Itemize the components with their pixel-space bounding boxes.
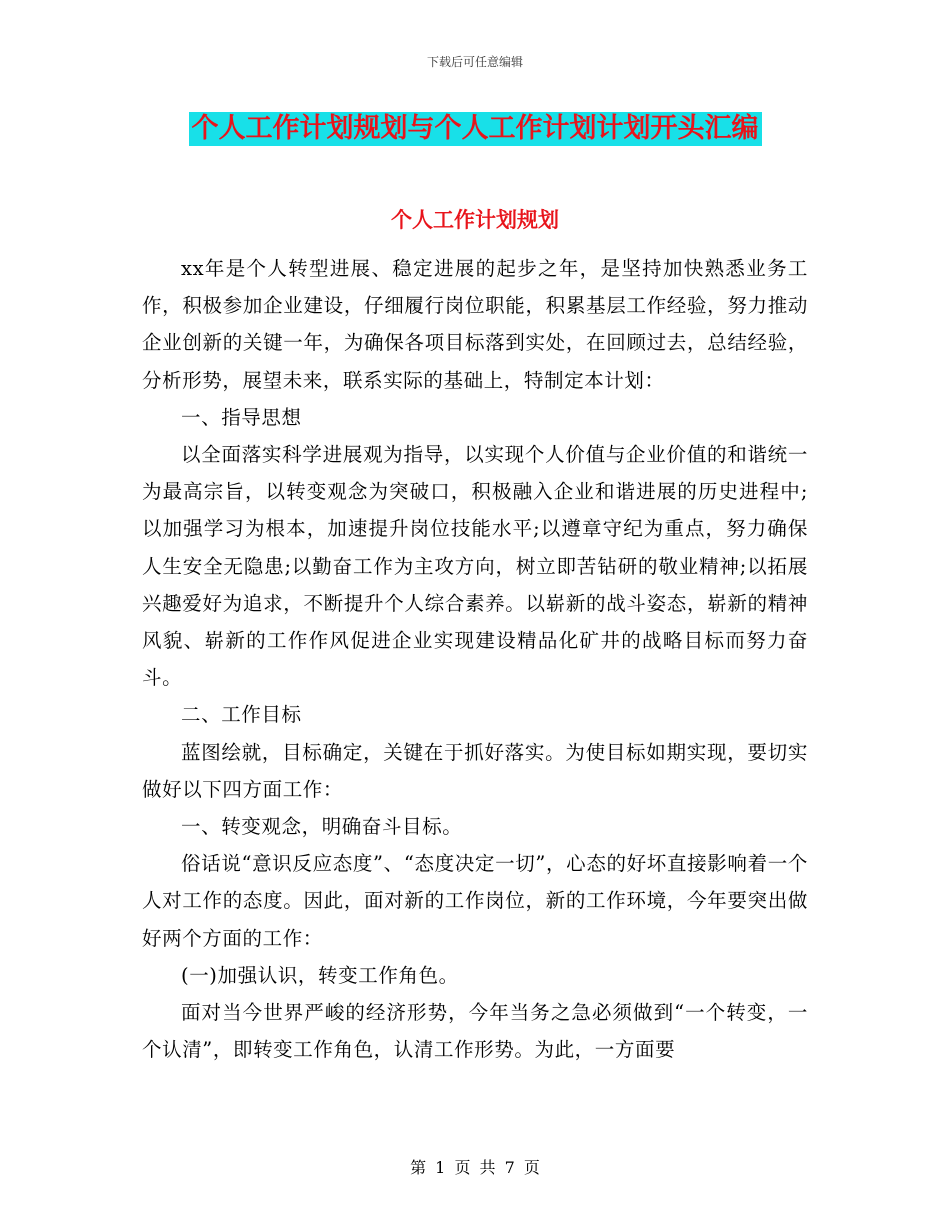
heading-change-mindset: 一、转变观念，明确奋斗目标。 [181,815,463,839]
heading-guiding-thought: 一、指导思想 [181,405,302,429]
heading-work-goals: 二、工作目标 [181,703,302,727]
document-body [142,250,808,1068]
main-title-container [0,112,950,146]
page-header-note: 下载后可任意编辑 [426,55,523,69]
page-footer-number: 第 1 页 共 7 页 [410,1158,540,1177]
paragraph-intro: xx年是个人转型进展、稳定进展的起步之年，是坚持加快熟悉业务工作，积极参加企业建设，仔细履行岗位职能，积累基层工作经验，努力推动企业创新的关键一年，为确保各项目标落到实处，在回顾过去，总结经验，分析形势，展望未来，联系实际的基础上，特制定本计划： [142,257,808,392]
paragraph-guiding-thought: 以全面落实科学进展观为指导，以实现个人价值与企业价值的和谐统一为最高宗旨，以转变观念为突破口，积极融入企业和谐进展的历史进程中;以加强学习为根本，加速提升岗位技能水平;以遵章守纪为重点，努力确保人生安全无隐患;以勤奋工作为主攻方向，树立即苦钻研的敬业精神;以拓展兴趣爱好为追求，不断提升个人综合素养。以崭新的战斗姿态，崭新的精神风貌、崭新的工作作风促进企业实现建设精品化矿井的战略目标而努力奋斗。 [142,443,808,690]
paragraph-change-mindset: 俗话说“意识反应态度”、“态度决定一切”，心态的好坏直接影响着一个人对工作的态度。因此，面对新的工作岗位，新的工作环境，今年要突出做好两个方面的工作： [142,852,808,950]
section-title: 个人工作计划规划 [391,208,559,232]
paragraph-strengthen-awareness: 面对当今世界严峻的经济形势，今年当务之急必须做到“一个转变，一个认清”，即转变工作角色，认清工作形势。为此，一方面要 [142,1001,808,1062]
paragraph-work-goals: 蓝图绘就，目标确定，关键在于抓好落实。为使目标如期实现，要切实做好以下四方面工作： [142,740,808,801]
document-main-title: 个人工作计划规划与个人工作计划计划开头汇编 [189,112,762,146]
heading-strengthen-awareness: (一)加强认识，转变工作角色。 [181,963,459,987]
